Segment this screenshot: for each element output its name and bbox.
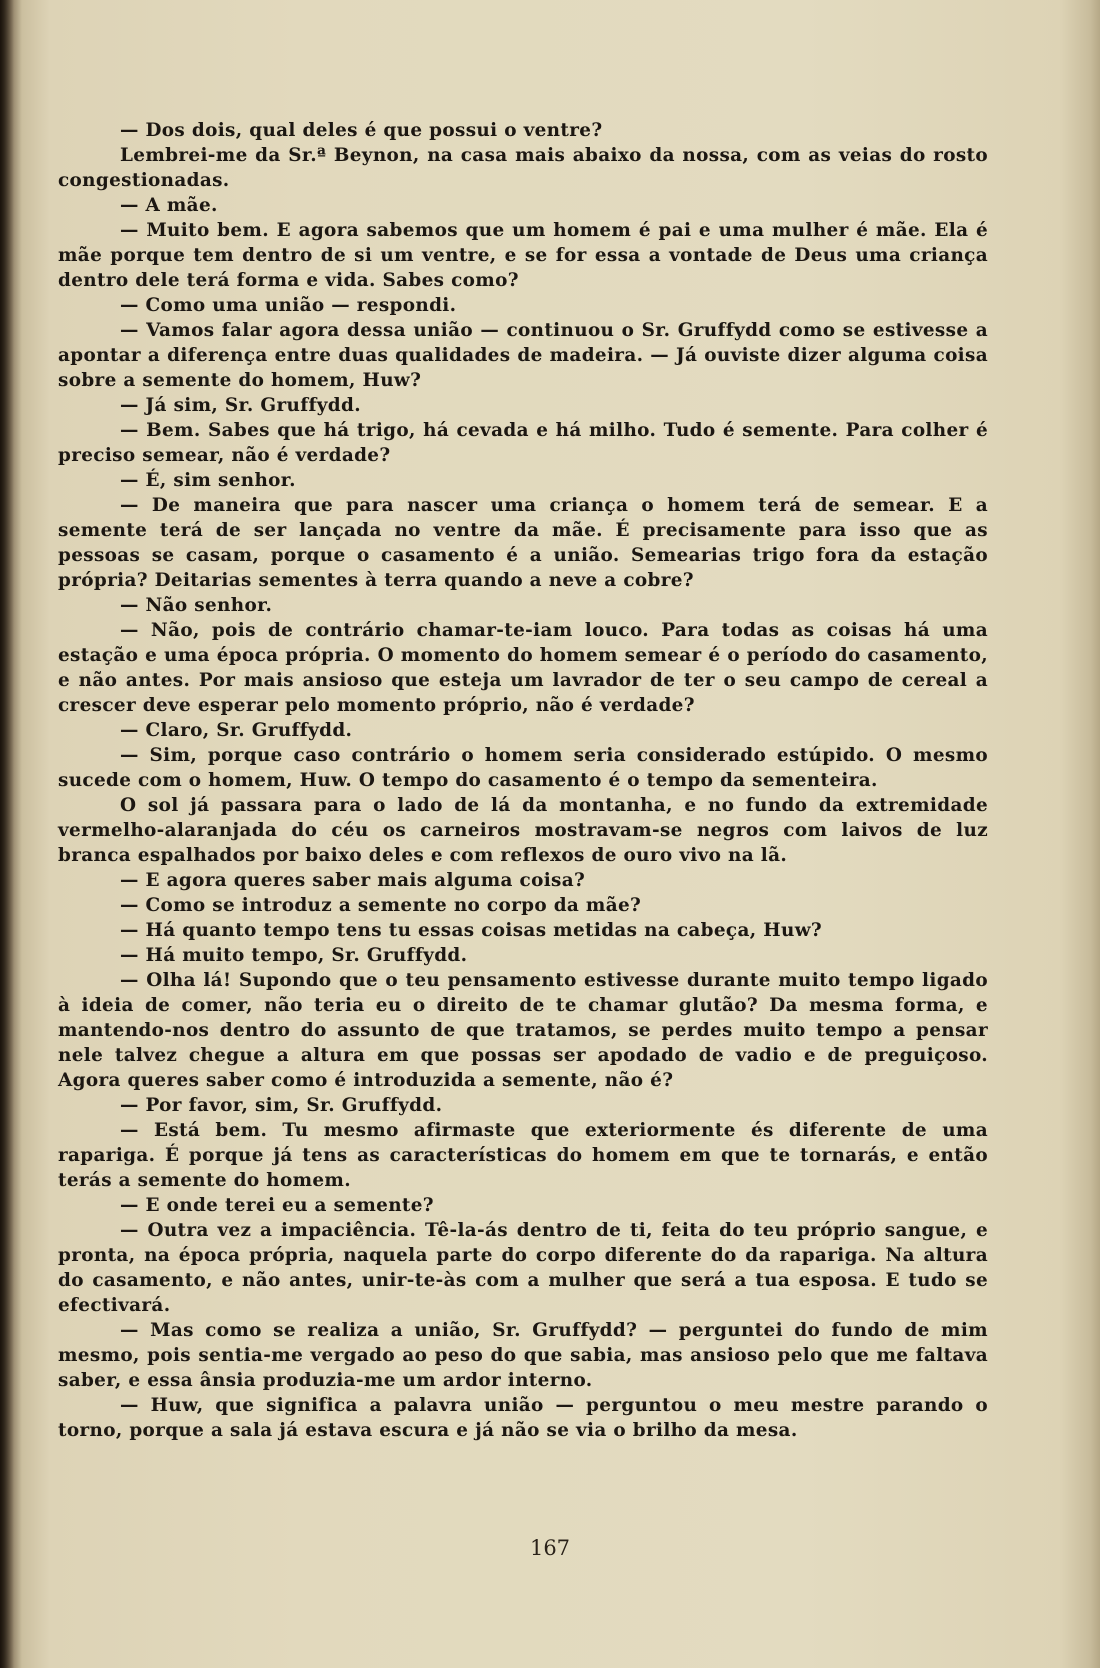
paragraph: — Bem. Sabes que há trigo, há cevada e há milho. Tudo é semente. Para colher é preciso semear, não é verdade?	[58, 420, 988, 466]
paragraph: — Huw, que significa a palavra união — perguntou o meu mestre parando o torno, porque a sala já estava escura e já não se via o brilho da mesa.	[58, 1395, 988, 1441]
paragraph: — Sim, porque caso contrário o homem seria considerado estúpido. O mesmo sucede com o homem, Huw. O tempo do casamento é o tempo da sementeira.	[58, 745, 988, 791]
paragraph: Lembrei-me da Sr.ª Beynon, na casa mais abaixo da nossa, com as veias do rosto congestionadas.	[58, 145, 988, 191]
paragraph: — Outra vez a impaciência. Tê-la-ás dentro de ti, feita do teu próprio sangue, e pronta, na época própria, naquela parte do corpo diferente do da rapariga. Na altura do casamento, e não antes, unir-te-às com a mulher que será a tua esposa. E tudo se efectivará.	[58, 1220, 988, 1316]
paragraph: — Não senhor.	[120, 595, 273, 616]
paragraph: — Como uma união — respondi.	[120, 295, 457, 316]
paragraph: — Claro, Sr. Gruffydd.	[120, 720, 353, 741]
body-text	[58, 118, 988, 1443]
paragraph: — E onde terei eu a semente?	[120, 1195, 434, 1216]
page-number: 167	[529, 1536, 571, 1560]
paragraph: — Já sim, Sr. Gruffydd.	[120, 395, 361, 416]
paragraph: — Olha lá! Supondo que o teu pensamento estivesse durante muito tempo ligado à ideia de comer, não teria eu o direito de te chamar glutão? Da mesma forma, e mantendo-nos dentro do assunto de que tratamos, se perdes muito tempo a pensar nele talvez chegue a altura em que possas ser apodado de vadio e de preguiçoso. Agora queres saber como é introduzida a semente, não é?	[58, 970, 988, 1091]
paragraph: — Mas como se realiza a união, Sr. Gruffydd? — perguntei do fundo de mim mesmo, pois sentia-me vergado ao peso do que sabia, mas ansioso pelo que me faltava saber, e essa ânsia produzia-me um ardor interno.	[58, 1320, 988, 1391]
binding-shadow	[0, 0, 14, 1668]
paragraph: — E agora queres saber mais alguma coisa?	[120, 870, 586, 891]
paragraph: — Está bem. Tu mesmo afirmaste que exteriormente és diferente de uma rapariga. É porque já tens as características do homem em que te tornarás, e então terás a semente do homem.	[58, 1120, 988, 1191]
paragraph: — Há muito tempo, Sr. Gruffydd.	[120, 945, 468, 966]
paragraph: — Como se introduz a semente no corpo da mãe?	[120, 895, 642, 916]
paragraph: — Por favor, sim, Sr. Gruffydd.	[120, 1095, 443, 1116]
paragraph: — Dos dois, qual deles é que possui o ventre?	[120, 120, 603, 141]
paragraph: O sol já passara para o lado de lá da montanha, e no fundo da extremidade vermelho-alaranjada do céu os carneiros mostravam-se negros com laivos de luz branca espalhados por baixo deles e com reflexos de ouro vivo na lã.	[58, 795, 988, 866]
paragraph: — De maneira que para nascer uma criança o homem terá de semear. E a semente terá de ser lançada no ventre da mãe. É precisamente para isso que as pessoas se casam, porque o casamento é a união. Semearias trigo fora da estação própria? Deitarias sementes à terra quando a neve a cobre?	[58, 495, 988, 591]
paragraph: — Há quanto tempo tens tu essas coisas metidas na cabeça, Huw?	[120, 920, 823, 941]
paragraph: — Vamos falar agora dessa união — continuou o Sr. Gruffydd como se estivesse a apontar a diferença entre duas qualidades de madeira. — Já ouviste dizer alguma coisa sobre a semente do homem, Huw?	[58, 320, 988, 391]
paragraph: — É, sim senhor.	[120, 470, 296, 491]
paragraph: — Muito bem. E agora sabemos que um homem é pai e uma mulher é mãe. Ela é mãe porque tem dentro de si um ventre, e se for essa a vontade de Deus uma criança dentro dele terá forma e vida. Sabes como?	[58, 220, 988, 291]
paragraph: — Não, pois de contrário chamar-te-iam louco. Para todas as coisas há uma estação e uma época própria. O momento do homem semear é o período do casamento, e não antes. Por mais ansioso que esteja um lavrador de ter o seu campo de cereal a crescer deve esperar pelo momento próprio, não é verdade?	[58, 620, 988, 716]
paragraph: — A mãe.	[120, 195, 218, 216]
